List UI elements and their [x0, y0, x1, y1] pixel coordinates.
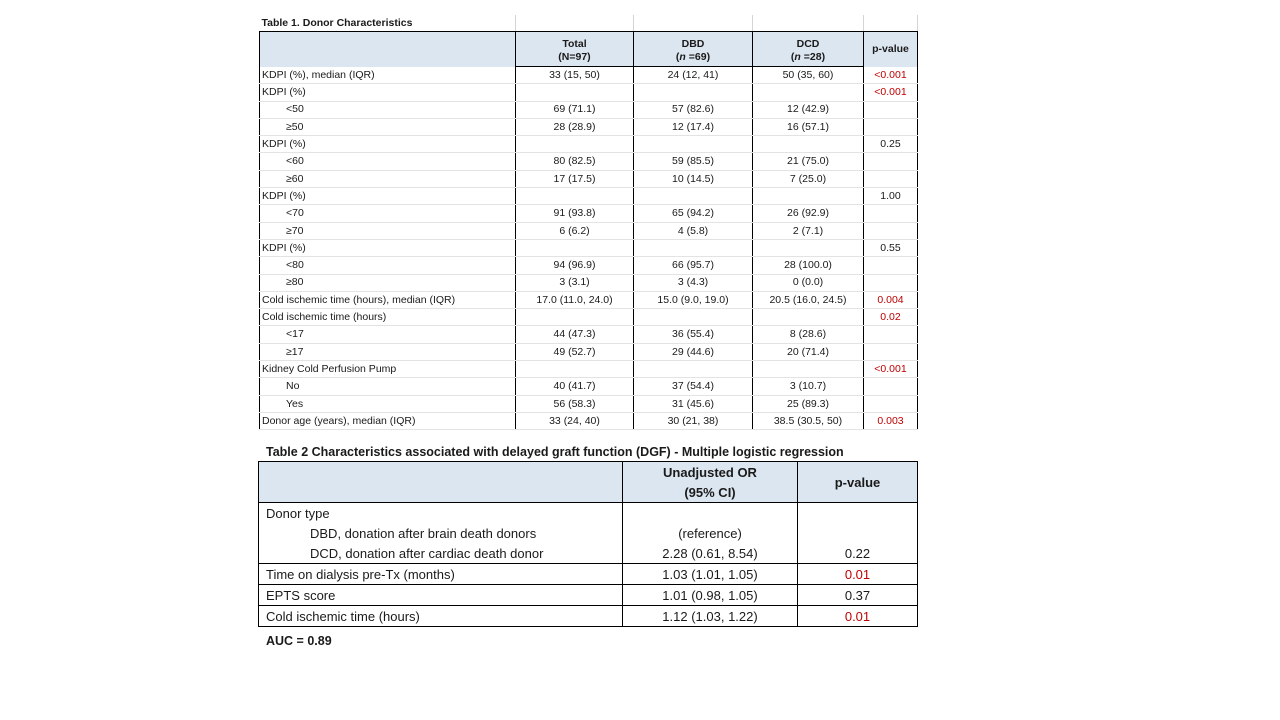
cell-dbd: 29 (44.6)	[634, 343, 753, 360]
cell-pvalue: 0.22	[798, 543, 918, 564]
header-dbd-n: (n =69)	[634, 49, 753, 67]
cell-dcd: 16 (57.1)	[753, 118, 864, 135]
table-row	[260, 84, 918, 101]
cell-dcd: 26 (92.9)	[753, 205, 864, 222]
cell-pvalue	[864, 378, 918, 395]
cell-total: 49 (52.7)	[516, 343, 634, 360]
row-label: Cold ischemic time (hours)	[260, 309, 516, 326]
row-label: DCD, donation after cardiac death donor	[259, 543, 623, 564]
cell-total	[516, 361, 634, 378]
cell-dbd	[634, 84, 753, 101]
cell-dbd: 37 (54.4)	[634, 378, 753, 395]
cell-dbd: 15.0 (9.0, 19.0)	[634, 291, 753, 308]
cell-dcd: 7 (25.0)	[753, 170, 864, 187]
row-label: KDPI (%)	[260, 84, 516, 101]
cell-or: (reference)	[623, 523, 798, 543]
cell-pvalue: 0.55	[864, 239, 918, 256]
row-label: KDPI (%)	[260, 188, 516, 205]
table-row	[260, 361, 918, 378]
row-label: <17	[260, 326, 516, 343]
cell-total: 91 (93.8)	[516, 205, 634, 222]
cell-pvalue: 0.01	[798, 606, 918, 627]
cell-dcd	[753, 84, 864, 101]
table-row	[260, 378, 918, 395]
table-row	[260, 239, 918, 256]
cell-pvalue: 0.003	[864, 412, 918, 429]
cell-total	[516, 84, 634, 101]
cell-pvalue: <0.001	[864, 67, 918, 84]
cell-dbd	[634, 361, 753, 378]
cell-or: 1.12 (1.03, 1.22)	[623, 606, 798, 627]
table-row	[259, 543, 918, 564]
row-label: <50	[260, 101, 516, 118]
cell-dbd: 36 (55.4)	[634, 326, 753, 343]
cell-or: 2.28 (0.61, 8.54)	[623, 543, 798, 564]
table-row	[260, 395, 918, 412]
cell-pvalue	[864, 257, 918, 274]
cell-total: 80 (82.5)	[516, 153, 634, 170]
cell-total: 33 (24, 40)	[516, 412, 634, 429]
row-label: No	[260, 378, 516, 395]
cell-pvalue	[864, 343, 918, 360]
table-row	[260, 343, 918, 360]
cell-total: 69 (71.1)	[516, 101, 634, 118]
cell-total: 3 (3.1)	[516, 274, 634, 291]
cell-dcd: 21 (75.0)	[753, 153, 864, 170]
row-label: Cold ischemic time (hours), median (IQR)	[260, 291, 516, 308]
table2-header-pvalue: p-value	[798, 462, 918, 503]
cell-dcd	[753, 136, 864, 153]
cell-dbd: 31 (45.6)	[634, 395, 753, 412]
row-label: <80	[260, 257, 516, 274]
cell-dcd: 12 (42.9)	[753, 101, 864, 118]
header-unadjusted-or: Unadjusted OR (95% CI)	[623, 462, 798, 503]
table-row	[260, 188, 918, 205]
cell-pvalue: 0.37	[798, 585, 918, 606]
table-row	[260, 291, 918, 308]
cell-dcd: 2 (7.1)	[753, 222, 864, 239]
cell-or: 1.01 (0.98, 1.05)	[623, 585, 798, 606]
cell-total: 44 (47.3)	[516, 326, 634, 343]
cell-dbd: 4 (5.8)	[634, 222, 753, 239]
cell-pvalue	[864, 222, 918, 239]
cell-pvalue	[864, 153, 918, 170]
cell-dbd: 59 (85.5)	[634, 153, 753, 170]
table1-body	[260, 67, 918, 430]
cell-dcd: 25 (89.3)	[753, 395, 864, 412]
cell-total	[516, 239, 634, 256]
cell-pvalue	[864, 118, 918, 135]
row-label: Cold ischemic time (hours)	[259, 606, 623, 627]
cell-total: 28 (28.9)	[516, 118, 634, 135]
cell-pvalue: 0.02	[864, 309, 918, 326]
table-row	[260, 257, 918, 274]
row-label: ≥17	[260, 343, 516, 360]
cell-total: 56 (58.3)	[516, 395, 634, 412]
cell-dbd: 66 (95.7)	[634, 257, 753, 274]
table1-header-row	[260, 32, 918, 50]
cell-total	[516, 188, 634, 205]
cell-dbd	[634, 188, 753, 205]
row-label: Yes	[260, 395, 516, 412]
cell-pvalue	[798, 523, 918, 543]
row-label: KDPI (%), median (IQR)	[260, 67, 516, 84]
table-row	[259, 503, 918, 524]
table2-body	[259, 503, 918, 627]
row-label: EPTS score	[259, 585, 623, 606]
cell-total	[516, 309, 634, 326]
row-label: Kidney Cold Perfusion Pump	[260, 361, 516, 378]
header-total-n: (N=97)	[516, 49, 634, 67]
cell-total: 6 (6.2)	[516, 222, 634, 239]
cell-total: 40 (41.7)	[516, 378, 634, 395]
cell-dcd: 3 (10.7)	[753, 378, 864, 395]
cell-dcd: 8 (28.6)	[753, 326, 864, 343]
cell-or	[623, 503, 798, 524]
row-label: Time on dialysis pre-Tx (months)	[259, 564, 623, 585]
cell-dcd: 0 (0.0)	[753, 274, 864, 291]
cell-pvalue: 1.00	[864, 188, 918, 205]
table-row	[260, 118, 918, 135]
row-label: Donor type	[259, 503, 623, 524]
cell-dbd: 65 (94.2)	[634, 205, 753, 222]
cell-pvalue: 0.25	[864, 136, 918, 153]
cell-pvalue: <0.001	[864, 84, 918, 101]
row-label: DBD, donation after brain death donors	[259, 523, 623, 543]
table-row	[260, 326, 918, 343]
cell-pvalue	[864, 170, 918, 187]
table-row	[260, 309, 918, 326]
donor-characteristics-table	[259, 15, 918, 430]
table2-header-row	[259, 462, 918, 503]
cell-pvalue	[798, 503, 918, 524]
cell-dbd: 24 (12, 41)	[634, 67, 753, 84]
header-dcd-n: (n =28)	[753, 49, 864, 67]
table-row	[260, 136, 918, 153]
cell-total	[516, 136, 634, 153]
table-row	[260, 412, 918, 429]
cell-pvalue	[864, 274, 918, 291]
cell-dbd: 30 (21, 38)	[634, 412, 753, 429]
row-label: <60	[260, 153, 516, 170]
row-label: KDPI (%)	[260, 239, 516, 256]
cell-pvalue: <0.001	[864, 361, 918, 378]
cell-total: 17 (17.5)	[516, 170, 634, 187]
row-label: ≥70	[260, 222, 516, 239]
cell-dbd: 10 (14.5)	[634, 170, 753, 187]
cell-dcd	[753, 309, 864, 326]
row-label: <70	[260, 205, 516, 222]
cell-dcd: 20 (71.4)	[753, 343, 864, 360]
table-row	[260, 274, 918, 291]
table-row	[259, 606, 918, 627]
dgf-regression-table	[258, 461, 918, 627]
cell-dcd: 38.5 (30.5, 50)	[753, 412, 864, 429]
header-dcd: DCD	[753, 32, 864, 50]
table-row	[260, 222, 918, 239]
cell-pvalue	[864, 205, 918, 222]
auc-footer: AUC = 0.89	[266, 634, 332, 648]
cell-dcd	[753, 239, 864, 256]
cell-total: 17.0 (11.0, 24.0)	[516, 291, 634, 308]
row-label: ≥60	[260, 170, 516, 187]
cell-dbd: 12 (17.4)	[634, 118, 753, 135]
table-row	[259, 564, 918, 585]
cell-dcd	[753, 361, 864, 378]
row-label: ≥50	[260, 118, 516, 135]
table1-title-row	[260, 15, 918, 32]
cell-pvalue	[864, 101, 918, 118]
table-row	[260, 205, 918, 222]
cell-dbd	[634, 136, 753, 153]
header-pvalue: p-value	[864, 32, 918, 67]
table2-title: Table 2 Characteristics associated with delayed graft function (DGF) - Multiple logistic regression	[266, 445, 844, 459]
cell-pvalue: 0.01	[798, 564, 918, 585]
row-label: KDPI (%)	[260, 136, 516, 153]
table2-header-blank	[259, 462, 623, 503]
table1-title: Table 1. Donor Characteristics	[260, 15, 516, 32]
cell-pvalue	[864, 395, 918, 412]
cell-or: 1.03 (1.01, 1.05)	[623, 564, 798, 585]
cell-dcd	[753, 188, 864, 205]
cell-pvalue	[864, 326, 918, 343]
table-row	[259, 585, 918, 606]
row-label: Donor age (years), median (IQR)	[260, 412, 516, 429]
table-row	[260, 170, 918, 187]
cell-total: 33 (15, 50)	[516, 67, 634, 84]
cell-dcd: 28 (100.0)	[753, 257, 864, 274]
table-row	[260, 67, 918, 84]
header-dbd: DBD	[634, 32, 753, 50]
table-row	[260, 101, 918, 118]
table-row	[260, 153, 918, 170]
cell-total: 94 (96.9)	[516, 257, 634, 274]
cell-pvalue: 0.004	[864, 291, 918, 308]
cell-dcd: 20.5 (16.0, 24.5)	[753, 291, 864, 308]
table-row	[259, 523, 918, 543]
cell-dbd	[634, 239, 753, 256]
header-total: Total	[516, 32, 634, 50]
cell-dcd: 50 (35, 60)	[753, 67, 864, 84]
cell-dbd: 57 (82.6)	[634, 101, 753, 118]
row-label: ≥80	[260, 274, 516, 291]
cell-dbd: 3 (4.3)	[634, 274, 753, 291]
cell-dbd	[634, 309, 753, 326]
